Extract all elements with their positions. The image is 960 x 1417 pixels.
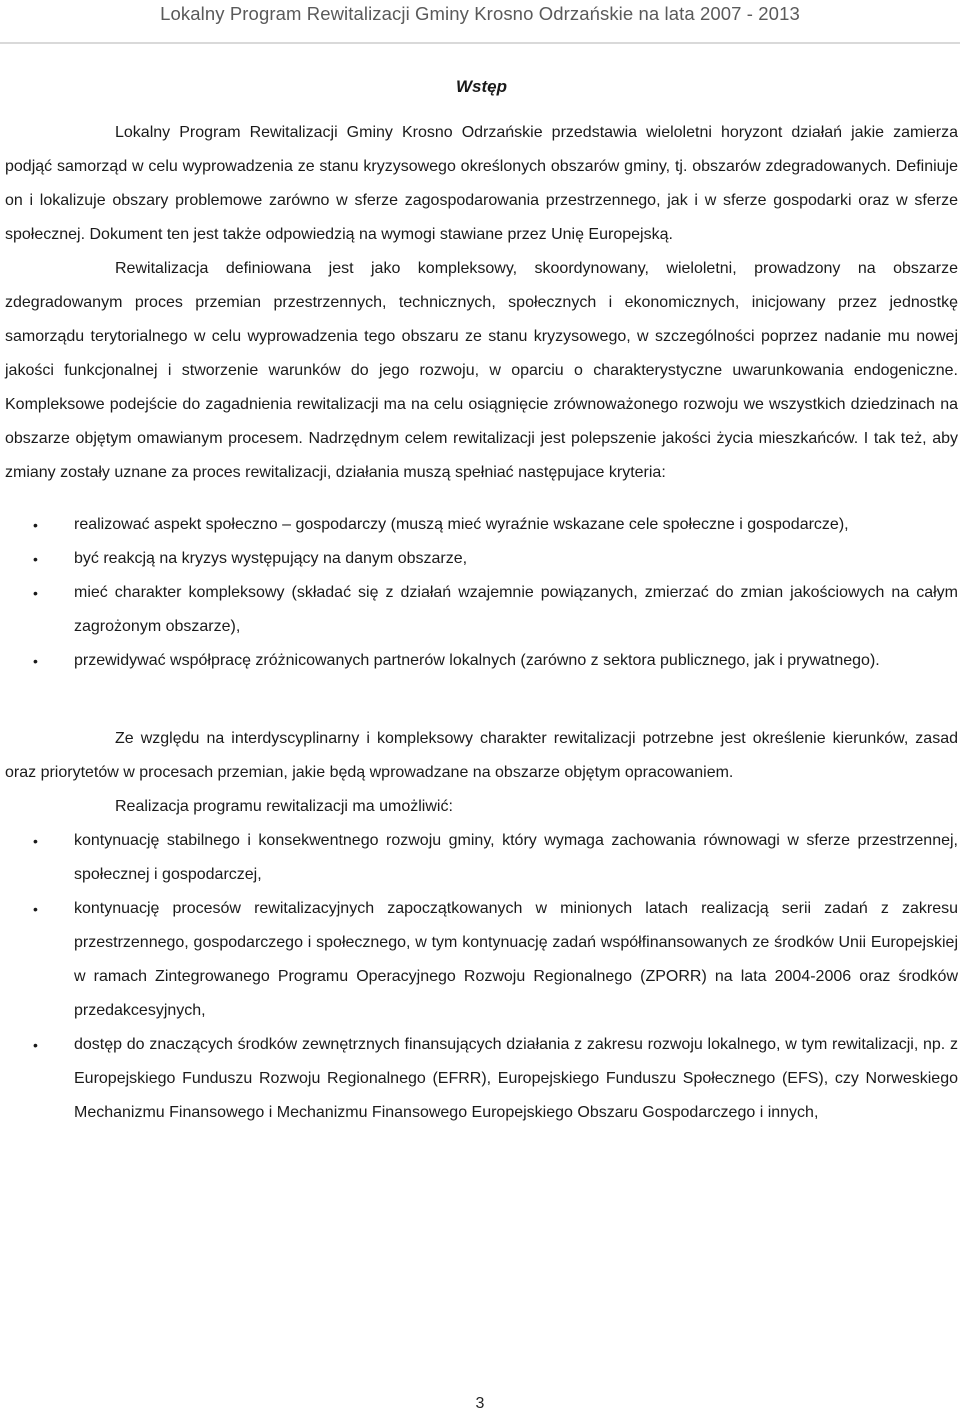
page-header [0, 0, 960, 44]
document-body [5, 70, 958, 1130]
bullet-icon: • [33, 551, 38, 567]
paragraph-directions: Ze względu na interdyscyplinarny i kompleksowy charakter rewitalizacji potrzebne jest określenie kierunków, zasad oraz priorytetów w procesach przemian, jakie będą wprowadzane na obszarze objętym opracowaniem. [5, 730, 958, 781]
spacer [5, 678, 958, 722]
paragraph-intro: Lokalny Program Rewitalizacji Gminy Krosno Odrzańskie przedstawia wieloletni horyzont działań jakie zamierza podjąć samorząd w celu wyprowadzenia ze stanu kryzysowego określonych obszarów gminy, tj. obszarów zdegradowanych. Definiuje on i lokalizuje obszary problemowe zarówno w sferze zagospodarowania przestrzennego, jak i w sferze gospodarki oraz w sferze społecznej. Dokument ten jest także odpowiedzią na wymogi stawiane przez Unię Europejską. [5, 124, 958, 243]
bullet-icon: • [33, 1037, 38, 1053]
document-header-title: Lokalny Program Rewitalizacji Gminy Krosno Odrzańskie na lata 2007 - 2013 [160, 3, 800, 24]
section-heading: Wstęp [456, 77, 507, 96]
list-item: • kontynuację procesów rewitalizacyjnych zapoczątkowanych w minionych latach realizacją serii zadań z zakresu przestrzennego, gospodarczego i społecznego, w tym kontynuację zadań współfinansowanych ze środków Unii Europejskiej w ramach Zintegrowanego Programu Operacyjnego Rozwoju Regionalnego (ZPORR) na lata 2004-2006 oraz środków przedakcesyjnych, [5, 892, 958, 1028]
list-item: • być reakcją na kryzys występujący na danym obszarze, [5, 542, 958, 576]
bullet-icon: • [33, 585, 38, 601]
list-item: • dostęp do znaczących środków zewnętrznych finansujących działania z zakresu rozwoju lokalnego, w tym rewitalizacji, np. z Europejskiego Funduszu Rozwoju Regionalnego (EFRR), Europejskiego Funduszu Społecznego (EFS), czy Norweskiego Mechanizmu Finansowego i Mechanizmu Finansowego Europejskiego Obszaru Gospodarczego i innych, [5, 1028, 958, 1130]
paragraph-enables-intro: Realizacja programu rewitalizacji ma umożliwić: [115, 798, 453, 815]
enables-list [5, 824, 958, 1130]
list-item: • kontynuację stabilnego i konsekwentnego rozwoju gminy, który wymaga zachowania równowagi w sferze przestrzennej, społecznej i gospodarczej, [5, 824, 958, 892]
list-item: • przewidywać współpracę zróżnicowanych partnerów lokalnych (zarówno z sektora publicznego, jak i prywatnego). [5, 644, 958, 678]
bullet-icon: • [33, 653, 38, 669]
page-number: 3 [475, 1395, 485, 1412]
bullet-icon: • [33, 901, 38, 917]
bullet-icon: • [33, 517, 38, 533]
criteria-list [5, 508, 958, 678]
bullet-icon: • [33, 833, 38, 849]
list-item: • realizować aspekt społeczno – gospodarczy (muszą mieć wyraźnie wskazane cele społeczne i gospodarcze), [5, 508, 958, 542]
paragraph-definition: Rewitalizacja definiowana jest jako kompleksowy, skoordynowany, wieloletni, prowadzony na obszarze zdegradowanym proces przemian przestrzennych, technicznych, społecznych i ekonomicznych, inicjowany przez jednostkę samorządu terytorialnego w celu wyprowadzenia tego obszaru ze stanu kryzysowego, w szczególności poprzez nadanie mu nowej jakości funkcjonalnej i stworzenie warunków do jego rozwoju, w oparciu o charakterystyczne uwarunkowania endogeniczne. Kompleksowe podejście do zagadnienia rewitalizacji ma na celu osiągnięcie zrównoważonego rozwoju we wszystkich dziedzinach na obszarze objętym omawianym procesem. Nadrzędnym celem rewitalizacji jest polepszenie jakości życia mieszkańców. I tak też, aby zmiany zostały uznane za proces rewitalizacji, działania muszą spełniać następujace kryteria: [5, 260, 958, 481]
list-item: • mieć charakter kompleksowy (składać się z działań wzajemnie powiązanych, zmierzać do zmian jakościowych na całym zagrożonym obszarze), [5, 576, 958, 644]
